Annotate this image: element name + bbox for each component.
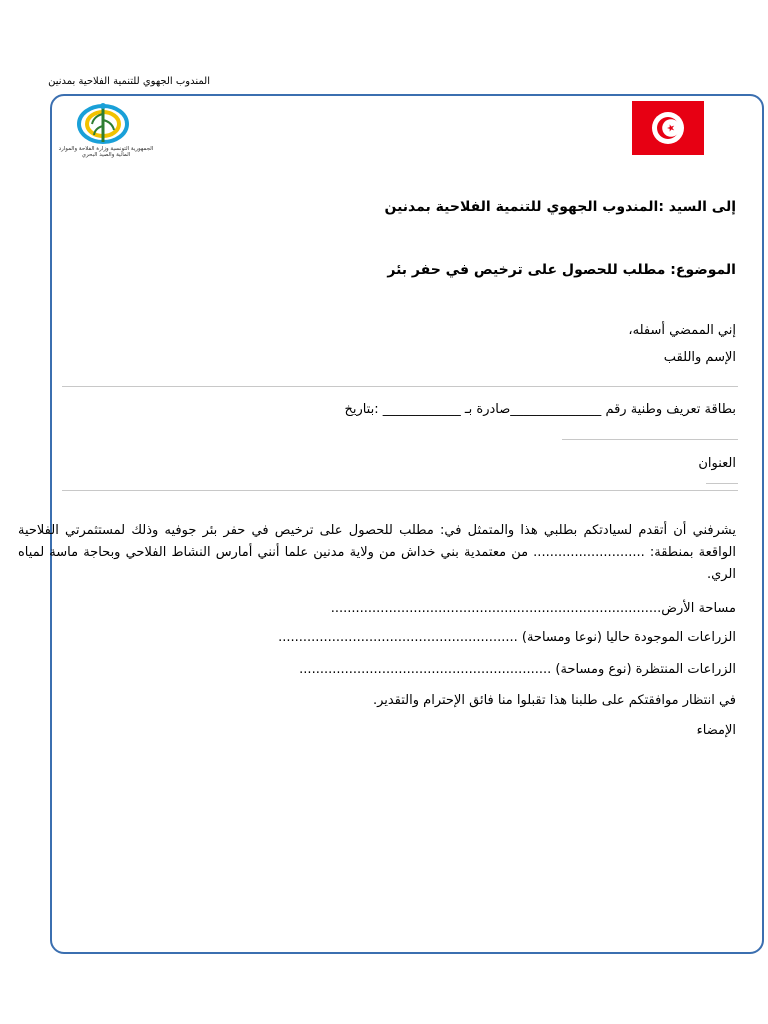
- id-card-line: بطاقة تعريف وطنية رقم ______________صادرة بـ ____________ :بتاريخ: [344, 402, 736, 417]
- address-label: العنوان: [698, 456, 736, 471]
- address-field-line-short[interactable]: [706, 483, 738, 484]
- intro-line: إني الممضي أسفله،: [628, 323, 736, 338]
- request-paragraph: يشرفني أن أتقدم لسيادتكم بطلبي هذا والمتمثل في: مطلب للحصول على ترخيص في حفر بئر جوفيه وذلك لمستثمرتي الفلاحية الواقعة بمنطقة: ........................... من معتمدية بني خداش من ولاية مدنين علما أنني أمارس النشاط الفلاحي وبحاجة ماسة لمياه الري.: [18, 523, 736, 582]
- closing-line: في انتظار موافقتكم على طلبنا هذا تقبلوا منا فائق الإحترام والتقدير.: [372, 693, 736, 708]
- expected-crops-line: الزراعات المنتظرة (نوع ومساحة) .............................................................: [299, 662, 736, 677]
- existing-crops-line: الزراعات الموجودة حاليا (نوعا ومساحة) ..........................................................: [278, 630, 736, 645]
- header-caption: المندوب الجهوي للتنمية الفلاحية بمدنين: [48, 76, 210, 87]
- recipient-line: إلى السيد :المندوب الجهوي للتنمية الفلاحية بمدنين: [384, 199, 736, 215]
- subject-line: الموضوع: مطلب للحصول على ترخيص في حفر بئر: [387, 262, 736, 278]
- logo-caption: الجمهورية التونسية وزارة الفلاحة والموارد المائية والصيد البحري: [58, 146, 154, 158]
- address-field-line[interactable]: [62, 490, 738, 491]
- name-field-line[interactable]: [62, 386, 738, 387]
- tunisia-flag: [632, 101, 704, 155]
- land-area-line: مساحة الأرض................................................................................: [330, 601, 736, 616]
- id-field-line[interactable]: [562, 439, 738, 440]
- signature-label: الإمضاء: [696, 723, 736, 738]
- name-label: الإسم واللقب: [663, 350, 736, 365]
